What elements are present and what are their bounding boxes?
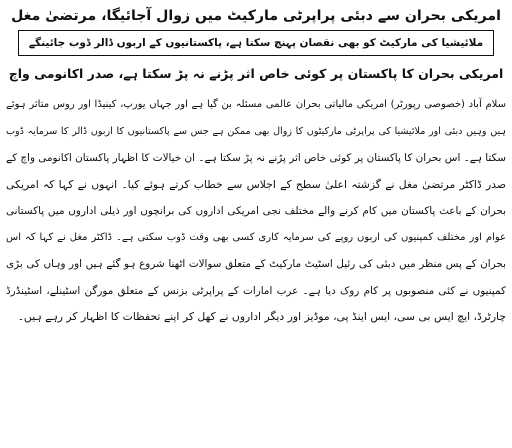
body-line: سلام آباد (خصوصی رپورٹر) امریکی مالیاتی بحران عالمی مسئلہ بن گیا ہے اور جہاں یورپ، کینیڈا اور روس متاثر ہوئے <box>6 99 506 110</box>
headline-block <box>6 4 506 86</box>
body-line: صدر ڈاکٹر مرتضیٰ مغل نے گزشتہ اعلیٰ سطح کے اجلاس سے خطاب کرتے ہوئے کیا۔ انہوں نے کہا کہ امریکی <box>6 177 506 191</box>
headline-3: امریکی بحران کا پاکستان پر کوئی خاص اثر پڑنے نہ پڑ سکتا ہے، صدر اکانومی واچ <box>8 66 504 81</box>
body-line: چارٹرڈ، ایچ ایس بی سی، ایس اینڈ پی، موڈیز اور دیگر اداروں نے کھل کر اپنے تحفظات کا اظہار کر رہے ہیں۔ <box>17 310 506 323</box>
body-line: ہیں وہیں دبئی اور ملائیشیا کی پراپرٹی مارکیٹوں کا زوال بھی ممکن ہے جس سے پاکستانیوں کا اربوں ڈالر کا سرمایہ ڈوب <box>6 125 506 137</box>
headline-2-boxed: ملائیشیا کی مارکیٹ کو بھی نقصان پہنچ سکتا ہے، پاکستانیوں کے اربوں ڈالر ڈوب جائینگے <box>18 30 494 56</box>
body-line: بحران کے باعث پاکستان میں کام کرنے والے مختلف نجی امریکی اداروں کی برانچوں اور ذیلی اداروں میں پاکستانی <box>6 205 506 217</box>
article-body <box>6 92 506 331</box>
body-line: سکتا ہے۔ اس بحران کا پاکستان پر کوئی خاص اثر پڑنے نہ پڑ سکتا ہے۔ ان خیالات کا اظہار پاکستان اکانومی واچ کے <box>6 152 506 164</box>
headline-1: امریکی بحران سے دبئی پراپرٹی مارکیٹ میں زوال آجائیگا، مرتضیٰ مغل <box>11 8 501 24</box>
body-line: کمپنیوں نے کئی منصوبوں پر کام روک دیا ہے۔ عرب امارات کے پراپرٹی بزنس کے متعلق مورگن اسٹینلے، اسٹینڈرڈ <box>6 284 506 297</box>
body-line: بحران کے پس منظر میں دبئی کی رئیل اسٹیٹ مارکیٹ کے متعلق سوالات اٹھنا شروع ہو گئے ہیں اور وہاں کی بڑی <box>6 258 506 270</box>
body-line: عوام اور مختلف کمپنیوں کی اربوں روپے کی سرمایہ کاری کسی بھی وقت ڈوب سکتی ہے۔ ڈاکٹر مغل نے کہا کہ اس <box>6 231 506 243</box>
